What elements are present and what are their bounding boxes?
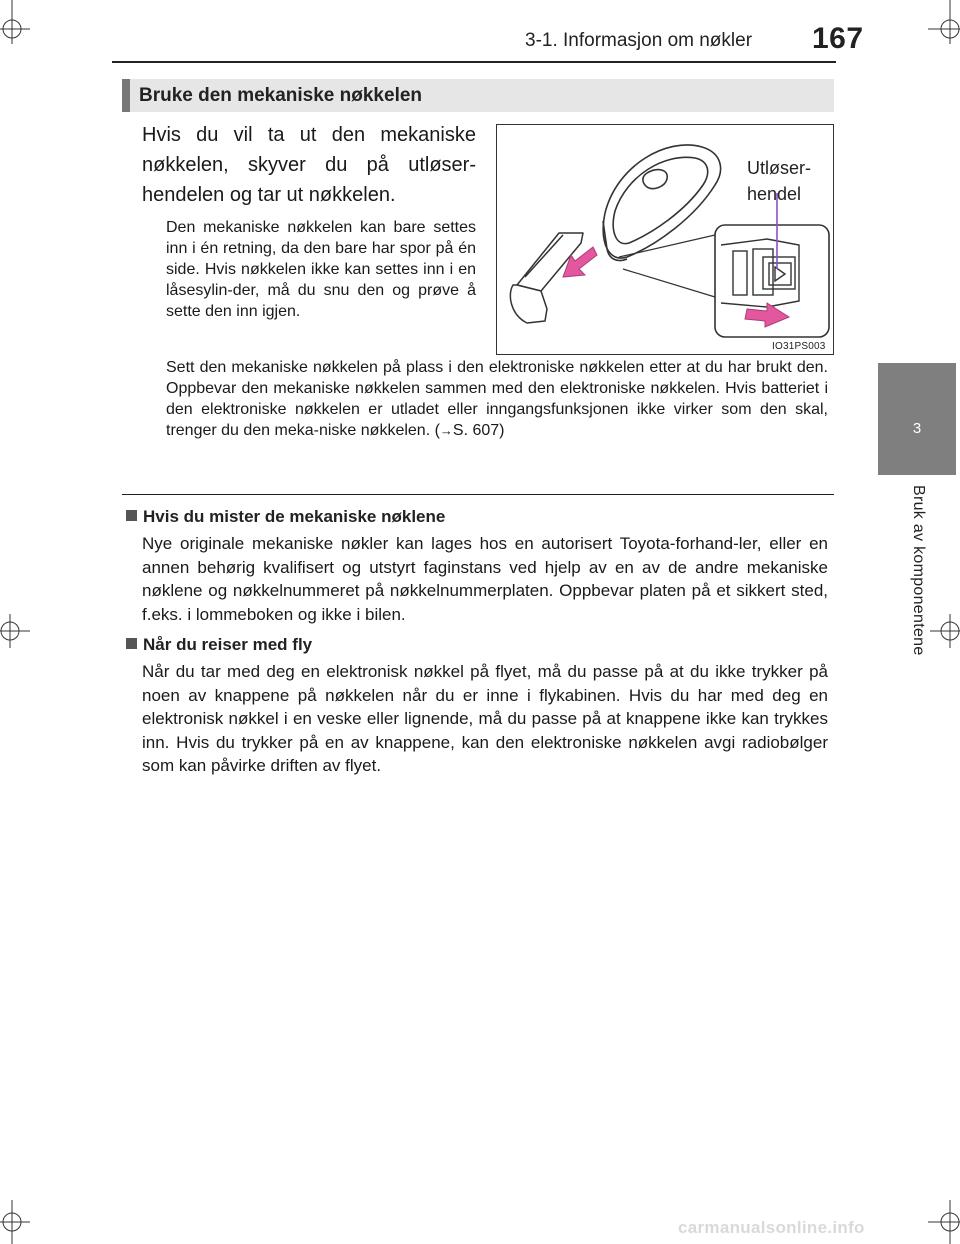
storage-text-before: Sett den mekaniske nøkkelen på plass i den elektroniske nøkkelen etter at du har brukt den. Oppbevar den mekaniske nøkkelen sammen med den elektroniske nøkkelen. Hvis batteriet i den elektroniske nøkkelen er utladet eller inngangsfunksjonen ikke virker som den skal, trenger du den meka-niske nøkkelen. ( [166, 359, 828, 439]
key-illustration [496, 124, 834, 355]
storage-paragraph [166, 357, 828, 441]
reference-arrow-icon: → [439, 423, 453, 438]
page-number: 167 [812, 22, 864, 55]
subsection-paragraph: Nye originale mekaniske nøkler kan lages hos en autorisert Toyota-forhand-ler, eller en annen behørig kvalifisert og utstyrt faginstans ved hjelp av en av de andre mekaniske nøklene og nøkkelnummeret på nøkkelnummerplaten. Oppbevar platen på et sikkert sted, f.eks. i lommeboken og ikke i bilen. [142, 534, 828, 624]
subsection-heading-lost-keys [126, 507, 445, 527]
running-header-section: 3-1. Informasjon om nøkler [525, 30, 753, 51]
subsection-paragraph: Når du tar med deg en elektronisk nøkkel på flyet, må du passe på at du ikke trykker på noen av knappene på nøkkelen når du er inne i flykabinen. Hvis du har med deg en elektronisk nøkkel i en veske eller lignende, må du passe på at knappene ikke kan trykkes inn. Hvis du trykker på en av knappene, kan den elektroniske nøkkelen avgi radiobølger som kan påvirke driften av flyet. [142, 662, 828, 775]
note-paragraph: Den mekaniske nøkkelen kan bare settes inn i én retning, da den bare har spor på én side. Hvis nøkkelen ikke kan settes inn i en låsesylin-der, må du snu den og prøve å sette den inn igjen. [166, 219, 476, 320]
section-title: Bruke den mekaniske nøkkelen [139, 85, 423, 106]
chapter-tab [878, 363, 956, 475]
chapter-number: 3 [912, 420, 922, 437]
release-lever-label [747, 155, 811, 207]
subsection-title: Hvis du mister de mekaniske nøklene [143, 507, 446, 526]
bullet-square-icon [126, 638, 137, 649]
release-lever-label-line2: hendel [747, 184, 802, 204]
watermark: carmanualsonline.info [678, 1218, 865, 1237]
intro-paragraph: Hvis du vil ta ut den mekaniske nøkkelen, skyver du på utløser-hendelen og tar ut nøkkelen. [142, 124, 476, 206]
bullet-square-icon [126, 510, 137, 521]
chapter-title: Bruk av komponentene [910, 485, 927, 656]
header-rule [112, 61, 836, 63]
subsection-heading-flying [126, 635, 312, 655]
subsection-title: Når du reiser med fly [143, 635, 313, 654]
section-divider [122, 494, 834, 495]
section-heading-accent [122, 79, 130, 112]
figure-code: IO31PS003 [772, 341, 826, 352]
page-reference-link[interactable]: S. 607) [452, 422, 505, 439]
release-lever-label-line1: Utløser- [747, 158, 811, 178]
